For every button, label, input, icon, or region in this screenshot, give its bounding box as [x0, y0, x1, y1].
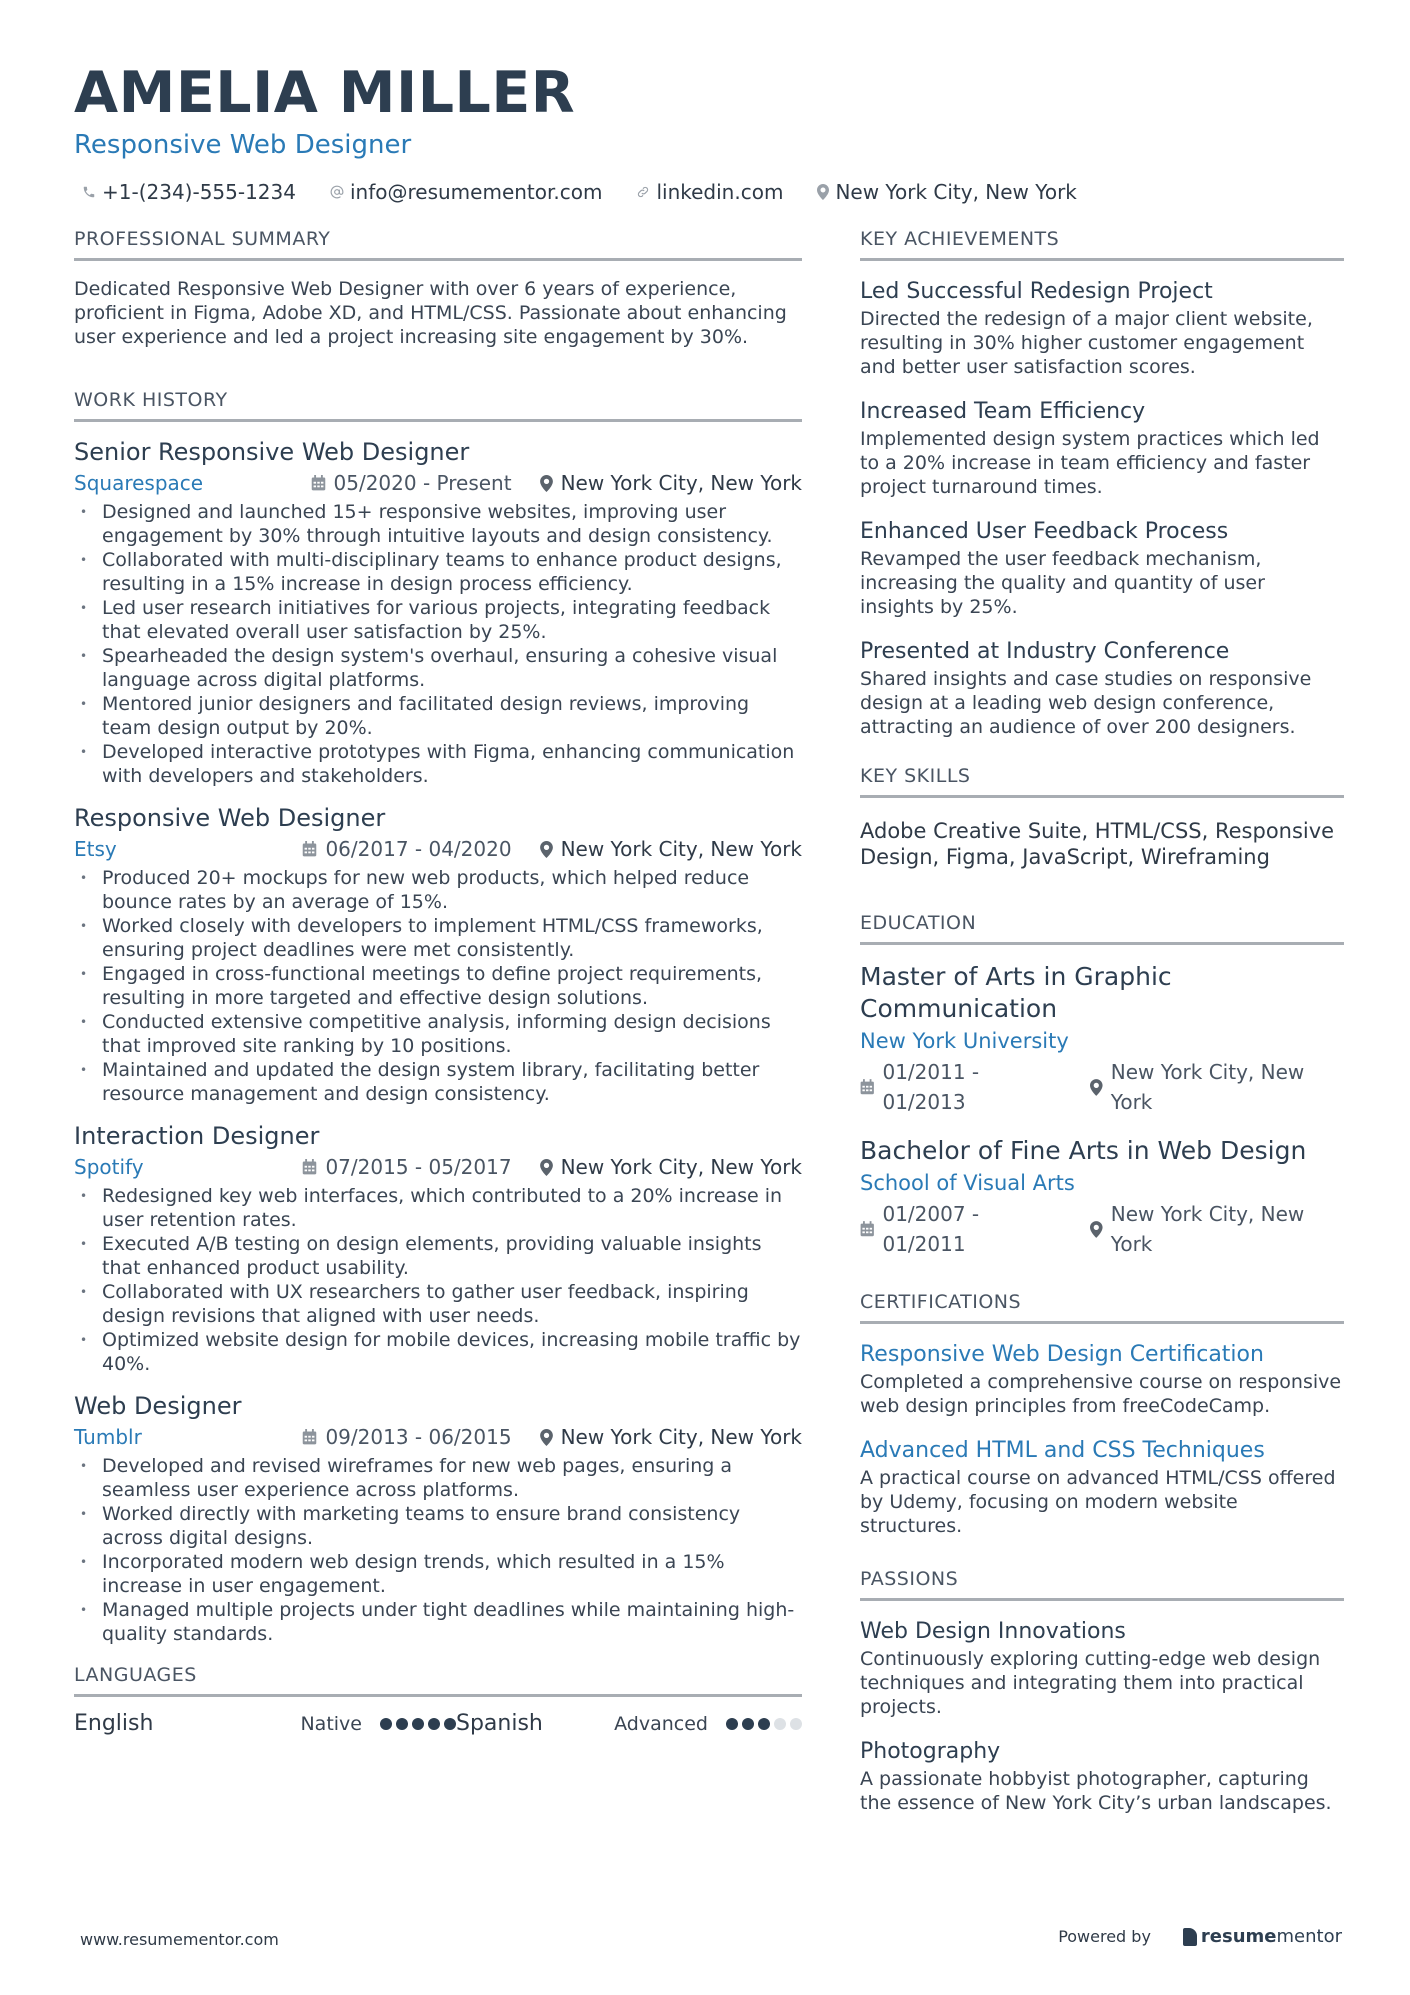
job-dates-text: 07/2015 - 05/2017	[325, 1155, 512, 1179]
job-dates	[302, 834, 511, 864]
bullet-item: • Worked closely with developers to implement HTML/CSS frameworks, ensuring project deadlines were met consistently.	[74, 914, 802, 962]
job-location	[540, 1422, 802, 1452]
language-rating	[376, 1709, 456, 1739]
job-bullets	[74, 1454, 802, 1646]
bullet-item: • Developed and revised wireframes for new web pages, ensuring a seamless user experience across platforms.	[74, 1454, 802, 1502]
job-dates	[302, 1422, 511, 1452]
candidate-title: Responsive Web Designer	[74, 130, 412, 160]
job-entry	[74, 1120, 802, 1376]
certification-title: Advanced HTML and CSS Techniques	[860, 1438, 1265, 1463]
calendar-icon	[311, 475, 326, 491]
map-pin-icon	[1090, 1079, 1103, 1096]
brand-light: mentor	[1276, 1926, 1342, 1947]
passion-item	[860, 1617, 1344, 1719]
bullet-item: • Collaborated with UX researchers to gather user feedback, inspiring design revisions that aligned with user needs.	[74, 1280, 802, 1328]
rating-dot	[380, 1718, 392, 1730]
contact-bar	[74, 180, 1344, 204]
education-location-text: New York City, New York	[1110, 1060, 1305, 1114]
education-item	[860, 961, 1344, 1117]
job-list	[74, 436, 802, 1646]
company-name: Squarespace	[74, 471, 204, 495]
job-location	[540, 834, 802, 864]
education-dates	[860, 1199, 1062, 1259]
brand-logo[interactable]	[1183, 1926, 1342, 1947]
achievement-list	[860, 277, 1344, 739]
bullet-item: • Optimized website design for mobile devices, increasing mobile traffic by 40%.	[74, 1328, 802, 1376]
bullet-item: • Conducted extensive competitive analysis, informing design decisions that improved site ranking by 10 positions.	[74, 1010, 802, 1058]
job-title: Interaction Designer	[74, 1122, 320, 1150]
languages-heading: LANGUAGES	[74, 1662, 802, 1697]
job-location-text: New York City, New York	[560, 837, 802, 861]
resume-header	[74, 58, 1344, 204]
certification-text: A practical course on advanced HTML/CSS offered by Udemy, focusing on modern website structures.	[860, 1467, 1336, 1537]
education-meta	[860, 1199, 1344, 1259]
job-entry	[74, 1390, 802, 1646]
education-location	[1090, 1057, 1344, 1117]
company-name: Etsy	[74, 837, 117, 861]
job-dates-text: 06/2017 - 04/2020	[325, 837, 512, 861]
language-item	[456, 1709, 802, 1739]
map-pin-icon	[1090, 1221, 1103, 1238]
job-dates-text: 09/2013 - 06/2015	[325, 1425, 512, 1449]
certification-list	[860, 1340, 1344, 1538]
company-name: Tumblr	[74, 1425, 142, 1449]
passion-list	[860, 1617, 1344, 1815]
brand-mark-icon	[1183, 1928, 1197, 1946]
candidate-name: AMELIA MILLER	[74, 60, 576, 126]
education-section	[860, 910, 1344, 1259]
education-location-text: New York City, New York	[1110, 1202, 1305, 1256]
bullet-item: • Spearheaded the design system's overhaul, ensuring a cohesive visual language across digital platforms.	[74, 644, 802, 692]
job-dates	[311, 468, 512, 498]
bullet-item: • Engaged in cross-functional meetings to define project requirements, resulting in more targeted and effective design solutions.	[74, 962, 802, 1010]
job-meta	[74, 1152, 802, 1182]
summary-heading: PROFESSIONAL SUMMARY	[74, 226, 802, 261]
right-column	[860, 226, 1344, 1833]
link-icon	[636, 185, 650, 199]
skills-section	[860, 763, 1344, 870]
bullet-item: • Collaborated with multi-disciplinary teams to enhance product designs, resulting in a 15% increase in design process efficiency.	[74, 548, 802, 596]
skills-heading: KEY SKILLS	[860, 763, 1344, 798]
job-meta	[74, 1422, 802, 1452]
job-location-text: New York City, New York	[560, 1425, 802, 1449]
footer-powered	[1058, 1926, 1342, 1947]
job-bullets	[74, 1184, 802, 1376]
rating-dot	[396, 1718, 408, 1730]
job-title: Responsive Web Designer	[74, 804, 386, 832]
achievement-item	[860, 277, 1344, 379]
job-location	[540, 1152, 802, 1182]
achievement-text: Directed the redesign of a major client website, resulting in 30% higher customer engagement and better user satisfaction scores.	[860, 308, 1313, 378]
bullet-item: • Maintained and updated the design system library, facilitating better resource management and design consistency.	[74, 1058, 802, 1106]
bullet-item: • Redesigned key web interfaces, which contributed to a 20% increase in user retention rates.	[74, 1184, 802, 1232]
summary-section	[74, 226, 802, 349]
phone-text: +1-(234)-555-1234	[102, 180, 296, 204]
powered-by-text: Powered by	[1058, 1927, 1151, 1946]
at-icon	[330, 185, 344, 199]
email-text[interactable]: info@resumementor.com	[349, 180, 603, 204]
achievement-title: Led Successful Redesign Project	[860, 279, 1213, 304]
language-name: Spanish	[456, 1711, 543, 1736]
job-dates-text: 05/2020 - Present	[333, 471, 512, 495]
contact-phone	[74, 180, 296, 204]
job-entry	[74, 436, 802, 788]
footer-website[interactable]: www.resumementor.com	[80, 1930, 279, 1949]
language-level: Advanced	[614, 1713, 708, 1735]
education-school: New York University	[860, 1029, 1069, 1053]
calendar-icon	[302, 1159, 317, 1175]
education-item	[860, 1135, 1344, 1259]
achievement-text: Shared insights and case studies on responsive design at a leading web design conference, attracting an audience of over 200 designers.	[860, 668, 1312, 738]
passion-text: Continuously exploring cutting-edge web design techniques and integrating them into practical projects.	[860, 1648, 1321, 1718]
achievement-item	[860, 397, 1344, 499]
bullet-item: • Worked directly with marketing teams to ensure brand consistency across digital designs.	[74, 1502, 802, 1550]
left-column	[74, 226, 802, 1739]
summary-text: Dedicated Responsive Web Designer with over 6 years of experience, proficient in Figma, Adobe XD, and HTML/CSS. Passionate about enhancing user experience and led a project increasing site engagement by 30%.	[74, 278, 787, 348]
certification-item	[860, 1436, 1344, 1538]
bullet-item: • Executed A/B testing on design elements, providing valuable insights that enhanced product usability.	[74, 1232, 802, 1280]
language-name: English	[74, 1711, 154, 1736]
bullet-item: • Produced 20+ mockups for new web products, which helped reduce bounce rates by an average of 15%.	[74, 866, 802, 914]
achievement-text: Revamped the user feedback mechanism, increasing the quality and quantity of user insights by 25%.	[860, 548, 1265, 618]
language-rating	[722, 1709, 802, 1739]
passions-heading: PASSIONS	[860, 1566, 1344, 1601]
achievement-text: Implemented design system practices which led to a 20% increase in team efficiency and faster project turnaround times.	[860, 428, 1320, 498]
education-degree: Bachelor of Fine Arts in Web Design	[860, 1136, 1307, 1165]
languages-section	[74, 1662, 802, 1739]
achievement-title: Presented at Industry Conference	[860, 639, 1230, 664]
rating-dot	[444, 1718, 456, 1730]
achievement-item	[860, 637, 1344, 739]
certification-text: Completed a comprehensive course on responsive web design principles from freeCodeCamp.	[860, 1371, 1342, 1417]
job-location	[540, 468, 802, 498]
achievement-title: Increased Team Efficiency	[860, 399, 1146, 424]
rating-dot	[742, 1718, 754, 1730]
rating-dot	[774, 1718, 786, 1730]
calendar-icon	[302, 841, 317, 857]
map-pin-icon	[540, 475, 553, 492]
education-list	[860, 961, 1344, 1259]
contact-location	[809, 180, 1076, 204]
job-meta	[74, 468, 802, 498]
passions-section	[860, 1566, 1344, 1815]
bullet-item: • Designed and launched 15+ responsive websites, improving user engagement by 30% through intuitive layouts and design consistency.	[74, 500, 802, 548]
job-bullets	[74, 500, 802, 788]
education-dates-text: 01/2007 - 01/2011	[882, 1202, 980, 1256]
calendar-icon	[860, 1221, 874, 1237]
education-location	[1090, 1199, 1344, 1259]
education-meta	[860, 1057, 1344, 1117]
passion-title: Web Design Innovations	[860, 1619, 1126, 1644]
job-location-text: New York City, New York	[560, 471, 802, 495]
passion-title: Photography	[860, 1739, 1001, 1764]
bullet-item: • Led user research initiatives for various projects, integrating feedback that elevated overall user satisfaction by 25%.	[74, 596, 802, 644]
bullet-item: • Incorporated modern web design trends, which resulted in a 15% increase in user engagement.	[74, 1550, 802, 1598]
passion-item	[860, 1737, 1344, 1815]
bullet-item: • Mentored junior designers and facilitated design reviews, improving team design output by 20%.	[74, 692, 802, 740]
rating-dot	[428, 1718, 440, 1730]
skills-text: Adobe Creative Suite, HTML/CSS, Responsive Design, Figma, JavaScript, Wireframing	[860, 819, 1335, 869]
map-pin-icon	[540, 1159, 553, 1176]
bullet-item: • Developed interactive prototypes with Figma, enhancing communication with developers and stakeholders.	[74, 740, 802, 788]
job-title: Web Designer	[74, 1392, 242, 1420]
job-location-text: New York City, New York	[560, 1155, 802, 1179]
certifications-heading: CERTIFICATIONS	[860, 1289, 1344, 1324]
bullet-item: • Managed multiple projects under tight deadlines while maintaining high-quality standards.	[74, 1598, 802, 1646]
achievements-heading: KEY ACHIEVEMENTS	[860, 226, 1344, 261]
education-school: School of Visual Arts	[860, 1171, 1075, 1195]
phone-icon	[82, 185, 96, 199]
map-pin-icon	[540, 841, 553, 858]
location-text: New York City, New York	[835, 180, 1077, 204]
map-pin-icon	[817, 184, 829, 200]
work-section	[74, 387, 802, 1646]
linkedin-text[interactable]: linkedin.com	[656, 180, 784, 204]
education-degree: Master of Arts in Graphic Communication	[860, 962, 1172, 1023]
work-heading: WORK HISTORY	[74, 387, 802, 422]
job-entry	[74, 802, 802, 1106]
job-meta	[74, 834, 802, 864]
education-dates-text: 01/2011 - 01/2013	[882, 1060, 980, 1114]
language-list	[74, 1709, 802, 1739]
map-pin-icon	[540, 1429, 553, 1446]
calendar-icon	[860, 1079, 874, 1095]
contact-email[interactable]	[322, 180, 602, 204]
education-dates	[860, 1057, 1062, 1117]
contact-linkedin[interactable]	[628, 180, 783, 204]
achievement-item	[860, 517, 1344, 619]
certification-item	[860, 1340, 1344, 1418]
rating-dot	[790, 1718, 802, 1730]
job-bullets	[74, 866, 802, 1106]
brand-bold: resume	[1200, 1926, 1277, 1947]
rating-dot	[758, 1718, 770, 1730]
language-level: Native	[300, 1713, 362, 1735]
job-title: Senior Responsive Web Designer	[74, 438, 470, 466]
certifications-section	[860, 1289, 1344, 1538]
company-name: Spotify	[74, 1155, 144, 1179]
calendar-icon	[302, 1429, 317, 1445]
certification-title: Responsive Web Design Certification	[860, 1342, 1264, 1367]
rating-dot	[726, 1718, 738, 1730]
achievement-title: Enhanced User Feedback Process	[860, 519, 1229, 544]
language-item	[74, 1709, 456, 1739]
education-heading: EDUCATION	[860, 910, 1344, 945]
achievements-section	[860, 226, 1344, 739]
rating-dot	[412, 1718, 424, 1730]
passion-text: A passionate hobbyist photographer, capturing the essence of New York City’s urban landscapes.	[860, 1768, 1332, 1814]
job-dates	[302, 1152, 511, 1182]
